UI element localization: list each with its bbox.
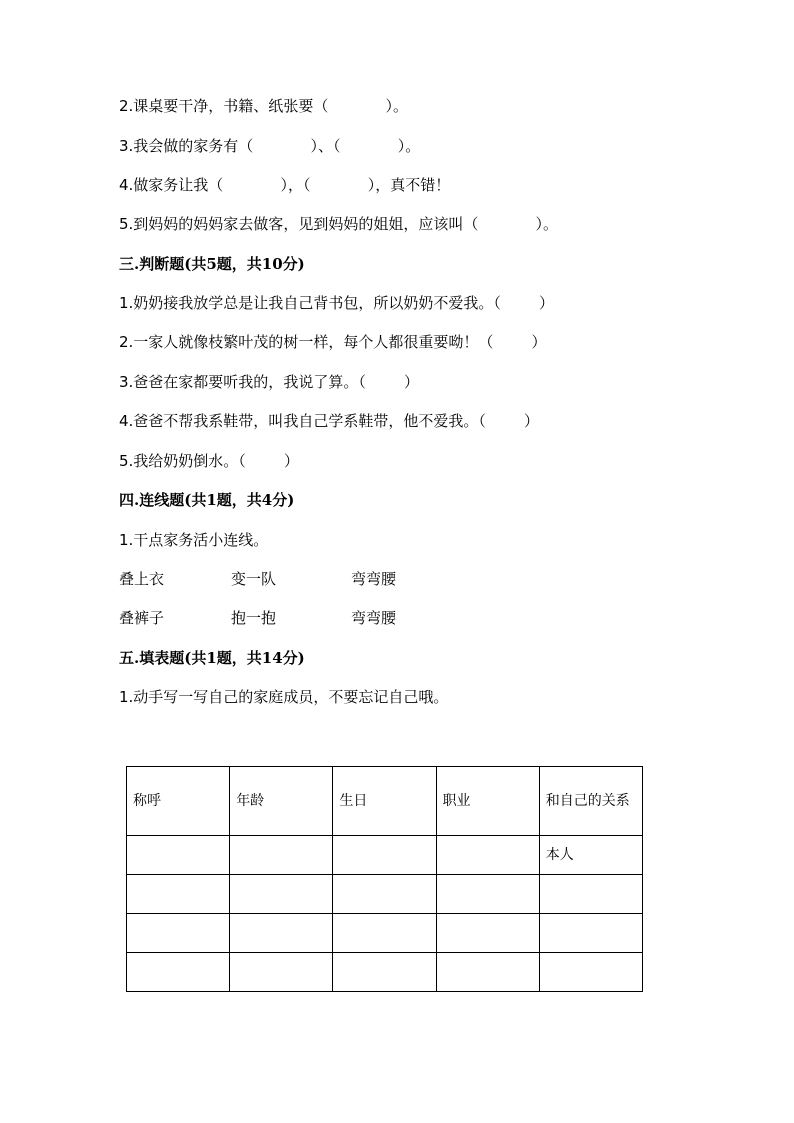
fill-item-4: 4.做家务让我（ ），（ ），真不错！ (119, 176, 451, 194)
table-cell[interactable] (333, 914, 436, 953)
match-left-2: 叠裤子 (119, 609, 165, 627)
table-row (127, 875, 643, 914)
table-cell[interactable] (230, 953, 333, 992)
table-cell[interactable] (333, 953, 436, 992)
match-question: 1.干点家务活小连线。 (119, 531, 269, 549)
header-cell-birthday: 生日 (333, 767, 436, 836)
fill-item-5: 5.到妈妈的妈妈家去做客，见到妈妈的姐姐，应该叫（ ）。 (119, 215, 559, 233)
table-cell[interactable] (436, 914, 539, 953)
fill-item-2: 2.课桌要干净，书籍、纸张要（ ）。 (119, 97, 409, 115)
table-row (127, 953, 643, 992)
table-row (127, 914, 643, 953)
table-cell[interactable] (333, 875, 436, 914)
table-section-title: 五.填表题(共1题，共14分) (119, 649, 305, 667)
header-cell-job: 职业 (436, 767, 539, 836)
table-cell[interactable] (436, 875, 539, 914)
table-cell[interactable] (127, 914, 230, 953)
table-row (127, 836, 643, 875)
table-cell[interactable] (127, 875, 230, 914)
table-cell[interactable] (127, 953, 230, 992)
table-cell-self: 本人 (539, 836, 642, 875)
match-section-title: 四.连线题(共1题，共4分) (119, 491, 295, 509)
header-cell-age: 年龄 (230, 767, 333, 836)
table-cell[interactable] (436, 836, 539, 875)
table-cell[interactable] (333, 836, 436, 875)
judge-item-2: 2.一家人就像枝繁叶茂的树一样，每个人都很重要呦！（ ） (119, 333, 547, 351)
table-cell[interactable] (539, 953, 642, 992)
match-right-2: 弯弯腰 (351, 609, 397, 627)
table-cell[interactable] (539, 875, 642, 914)
table-cell[interactable] (230, 875, 333, 914)
judge-item-1: 1.奶奶接我放学总是让我自己背书包，所以奶奶不爱我。（ ） (119, 294, 554, 312)
table-cell[interactable] (230, 836, 333, 875)
match-middle-1: 变一队 (231, 570, 277, 588)
table-cell[interactable] (230, 914, 333, 953)
table-header-row (127, 767, 643, 836)
judge-item-3: 3.爸爸在家都要听我的，我说了算。（ ） (119, 373, 419, 391)
judge-section-title: 三.判断题(共5题，共10分) (119, 255, 305, 273)
match-middle-2: 抱一抱 (231, 609, 277, 627)
judge-item-4: 4.爸爸不帮我系鞋带，叫我自己学系鞋带，他不爱我。（ ） (119, 412, 539, 430)
judge-item-5: 5.我给奶奶倒水。（ ） (119, 452, 299, 470)
table-question: 1.动手写一写自己的家庭成员，不要忘记自己哦。 (119, 688, 449, 706)
header-cell-title: 称呼 (127, 767, 230, 836)
header-cell-relationship: 和自己的关系 (539, 767, 642, 836)
fill-item-3: 3.我会做的家务有（ ）、（ ）。 (119, 137, 421, 155)
table-cell[interactable] (539, 914, 642, 953)
match-left-1: 叠上衣 (119, 570, 165, 588)
match-right-1: 弯弯腰 (351, 570, 397, 588)
table-cell[interactable] (127, 836, 230, 875)
family-members-table (126, 766, 643, 992)
table-cell[interactable] (436, 953, 539, 992)
